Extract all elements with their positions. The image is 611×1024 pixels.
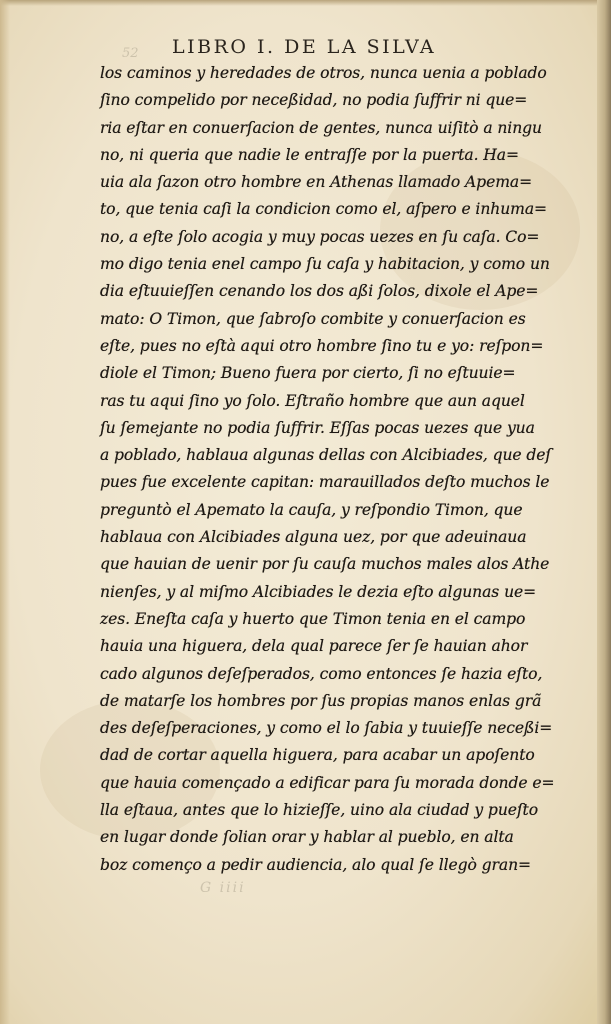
show-through-page-number: 52	[122, 46, 139, 61]
text-line: dad de cortar aquella higuera, para acabar un apoſento	[100, 746, 535, 765]
text-line: en lugar donde ſolian orar y hablar al pueblo, en alta	[100, 828, 514, 847]
text-line: ras tu aqui ſino yo ſolo. Eſtraño hombre que aun aquel	[100, 391, 525, 410]
text-line: mo digo tenia enel campo ſu caſa y habitacion, y como un	[100, 255, 550, 274]
text-line: lla eſtaua, antes que lo hizieſſe, uino ala ciudad y pueſto	[100, 801, 539, 820]
page-right-edge	[597, 0, 611, 1024]
text-line: zes. Eneſta caſa y huerto que Timon tenia en el campo	[100, 609, 526, 628]
text-line: de matarſe los hombres por ſus propias manos enlas grã	[100, 691, 542, 710]
body-text	[100, 60, 570, 879]
text-line: a poblado, hablaua algunas dellas con Alcibiades, que deſ	[100, 446, 552, 465]
page-top-edge	[0, 0, 611, 6]
text-line: ſu ſemejante no podia ſuffrir. Eſſas pocas uezes que yua	[100, 418, 535, 437]
text-line: no, ni queria que nadie le entraſſe por la puerta. Ha=	[100, 145, 519, 164]
text-line: los caminos y heredades de otros, nunca uenia a poblado	[100, 64, 547, 82]
text-line: diole el Timon; Bueno fuera por cierto, ſi no eſtuuie=	[100, 364, 516, 383]
running-head: LIBRO I. DE LA SILVA	[172, 36, 437, 58]
text-line: to, que tenia caſi la condicion como el, aſpero e inhuma=	[100, 200, 547, 219]
text-line: mato: O Timon, que ſabroſo combite y conuerſacion es	[100, 309, 526, 328]
text-line: boz començo a pedir audiencia, alo qual ſe llegò gran=	[100, 855, 531, 874]
text-line: preguntò el Apemato la cauſa, y reſpondio Timon, que	[100, 500, 523, 519]
text-line: que hauia començado a edificar para ſu morada donde e=	[100, 773, 555, 792]
text-line: dia eſtuuieſſen cenando los dos aßi ſolos, dixole el Ape=	[100, 282, 539, 301]
show-through-signature: G iiii	[200, 880, 246, 896]
text-line: hablaua con Alcibiades alguna uez, por que adeuinaua	[100, 528, 527, 547]
text-line: ria eſtar en conuerſacion de gentes, nunca uiſitò a ningu	[100, 118, 542, 137]
text-line: ſino compelido por neceßidad, no podia ſuffrir ni que=	[100, 91, 528, 110]
text-line: des deſeſperaciones, y como el lo ſabia y tuuieſſe neceßi=	[100, 719, 553, 738]
text-line: que hauian de uenir por ſu cauſa muchos males alos Athe	[100, 555, 550, 574]
text-line: pues fue excelente capitan: marauillados deſto muchos le	[100, 473, 550, 492]
text-line: no, a eſte ſolo acogia y muy pocas uezes en ſu caſa. Co=	[100, 227, 540, 246]
text-line: eſte, pues no eſtà aqui otro hombre ſino tu e yo: reſpon=	[100, 336, 544, 355]
text-line: uia ala ſazon otro hombre en Athenas llamado Apema=	[100, 173, 533, 192]
page-gutter-edge	[0, 0, 10, 1024]
text-line: cado algunos deſeſperados, como entonces ſe hazia eſto,	[100, 664, 543, 683]
text-line: nienſes, y al miſmo Alcibiades le dezia eſto algunas ue=	[100, 582, 537, 601]
text-line: hauia una higuera, dela qual parece ſer ſe hauian ahor	[100, 637, 528, 656]
